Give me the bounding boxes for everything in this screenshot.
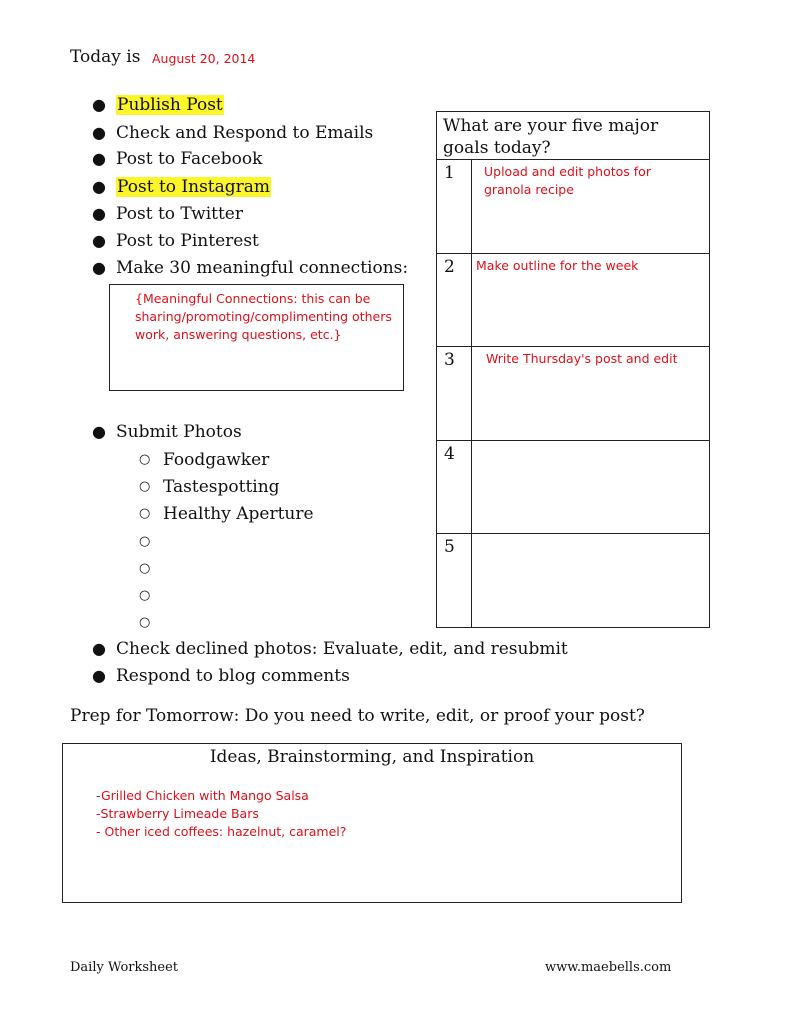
ideas-box: [62, 743, 682, 903]
list-item: [92, 148, 263, 170]
list-item: - Other iced coffees: hazelnut, caramel?: [96, 824, 347, 839]
goal-divider: [471, 254, 472, 347]
task-label: Post to Twitter: [116, 204, 243, 224]
bullet-icon: ●: [92, 666, 106, 685]
list-item: [92, 638, 568, 660]
goal-divider: [471, 441, 472, 534]
goal-divider: [471, 534, 472, 628]
task-label: Post to Instagram: [117, 177, 271, 197]
list-item: [92, 257, 409, 279]
goal-row: [437, 441, 709, 535]
goals-table: [436, 111, 710, 628]
circle-bullet-icon: ○: [139, 452, 151, 467]
photo-site-label: Tastespotting: [163, 477, 280, 497]
circle-bullet-icon: ○: [139, 506, 151, 521]
ideas-list: [96, 787, 346, 841]
list-item: -Grilled Chicken with Mango Salsa: [96, 788, 309, 803]
task-label: Publish Post: [117, 95, 223, 115]
circle-bullet-icon: ○: [139, 534, 151, 549]
goal-text: Upload and edit photos for granola recipe: [484, 164, 651, 197]
circle-bullet-icon: ○: [139, 561, 151, 576]
task-label: Respond to blog comments: [116, 666, 350, 686]
task-label: Check and Respond to Emails: [116, 123, 374, 143]
prep-for-tomorrow: Prep for Tomorrow: Do you need to write, edit, or proof your post?: [70, 706, 645, 726]
today-date: August 20, 2014: [152, 51, 256, 66]
goal-row: [437, 160, 709, 254]
bullet-icon: ●: [92, 177, 106, 196]
list-item: [92, 176, 271, 198]
bullet-icon: ●: [92, 95, 106, 114]
list-item: [92, 421, 242, 443]
goal-row: [437, 534, 709, 628]
list-item: [92, 665, 350, 687]
task-label: Submit Photos: [116, 422, 242, 442]
sub-list-item: [139, 503, 314, 525]
list-item: [92, 94, 224, 116]
bullet-icon: ●: [92, 204, 106, 223]
task-label: Post to Pinterest: [116, 231, 259, 251]
circle-bullet-icon: ○: [139, 615, 151, 630]
goal-number: 2: [444, 256, 455, 277]
sub-list-item: [139, 449, 270, 471]
goal-row: [437, 254, 709, 348]
goal-row: [437, 347, 709, 441]
list-item: -Strawberry Limeade Bars: [96, 806, 259, 821]
circle-bullet-icon: ○: [139, 588, 151, 603]
photo-site-label: Foodgawker: [163, 450, 270, 470]
goal-number: 1: [444, 163, 455, 183]
list-item: [92, 203, 243, 225]
bullet-icon: ●: [92, 258, 106, 277]
connections-note-box: [109, 284, 404, 391]
sub-list-item: [139, 476, 280, 498]
goal-text: Write Thursday's post and edit: [486, 351, 678, 367]
today-label: Today is: [70, 47, 141, 67]
task-label: Check declined photos: Evaluate, edit, and resubmit: [116, 639, 568, 659]
photo-site-label: Healthy Aperture: [163, 504, 314, 524]
task-label: Make 30 meaningful connections:: [116, 258, 409, 278]
goal-text: Make outline for the week: [476, 257, 639, 273]
goal-number: 5: [444, 537, 455, 558]
goal-divider: [471, 347, 472, 440]
goals-header: What are your five major goals today?: [437, 112, 709, 160]
goal-number: 4: [444, 443, 455, 464]
bullet-icon: ●: [92, 149, 106, 168]
task-label: Post to Facebook: [116, 149, 263, 169]
goal-number: 3: [444, 350, 455, 371]
footer-title: Daily Worksheet: [70, 960, 179, 975]
bullet-icon: ●: [92, 123, 106, 142]
footer-website: www.maebells.com: [545, 960, 672, 975]
bullet-icon: ●: [92, 422, 106, 441]
bullet-icon: ●: [92, 231, 106, 250]
bullet-icon: ●: [92, 639, 106, 658]
goal-divider: [471, 160, 472, 253]
connections-note: {Meaningful Connections: this can be sharing/promoting/complimenting others work, answering questions, etc.}: [135, 291, 392, 342]
list-item: [92, 122, 374, 144]
circle-bullet-icon: ○: [139, 479, 151, 494]
ideas-title: Ideas, Brainstorming, and Inspiration: [209, 747, 535, 767]
list-item: [92, 230, 259, 252]
